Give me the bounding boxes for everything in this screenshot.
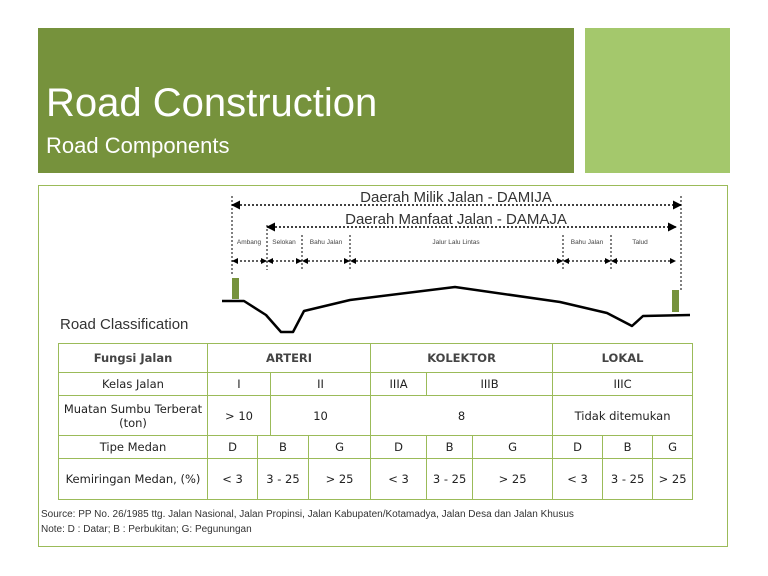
table-cell: B [427,436,473,459]
table-cell: D [371,436,427,459]
table-cell: D [208,436,258,459]
table-row [59,436,693,459]
table-cell: IIIC [553,373,693,396]
table-cell: 3 - 25 [603,459,653,500]
table-cell: Tipe Medan [59,436,208,459]
table-cell: > 10 [208,396,271,436]
source-note: Source: PP No. 26/1985 ttg. Jalan Nasional, Jalan Propinsi, Jalan Kabupaten/Kotamadya, Jalan Desa dan Jalan Khusus [41,509,574,520]
table-cell: > 25 [653,459,693,500]
table-row [59,344,693,373]
table-cell: 8 [371,396,553,436]
table-cell: B [603,436,653,459]
table-cell: IIIB [427,373,553,396]
table-cell: G [473,436,553,459]
table-cell: < 3 [371,459,427,500]
table-cell: ARTERI [208,344,371,373]
footnote [41,507,574,537]
table-cell: G [309,436,371,459]
segment-label-talud: Talud [632,239,648,246]
table-cell: KOLEKTOR [371,344,553,373]
table-cell: IIIA [371,373,427,396]
road-classification-table [58,343,693,500]
left-boundary-marker [232,278,239,299]
segment-label-bahu-jalan-left: Bahu Jalan [309,239,343,246]
table-cell: LOKAL [553,344,693,373]
slide-title: Road Construction [46,81,378,125]
right-boundary-marker [672,290,679,312]
table-cell: I [208,373,271,396]
segment-label-bahu-jalan-right: Bahu Jalan [570,239,604,246]
table-cell: G [653,436,693,459]
table-cell: > 25 [473,459,553,500]
segment-label-ambang: Ambang [236,239,262,246]
table-cell: Muatan Sumbu Terberat (ton) [59,396,208,436]
table-row [59,459,693,500]
table-cell: B [258,436,309,459]
table-cell: > 25 [309,459,371,500]
table-cell: 10 [271,396,371,436]
table-cell: Fungsi Jalan [59,344,208,373]
table-cell: II [271,373,371,396]
table-cell: Kemiringan Medan, (%) [59,459,208,500]
section-title: Road Classification [60,316,189,333]
table-cell: < 3 [208,459,258,500]
table-cell: 3 - 25 [258,459,309,500]
slide-subtitle: Road Components [46,133,230,158]
table-cell: Tidak ditemukan [553,396,693,436]
segment-label-selokan: Selokan [272,239,296,246]
table-row [59,396,693,436]
damaja-label: Daerah Manfaat Jalan - DAMAJA [345,211,567,228]
road-profile-line [222,287,690,332]
table-row [59,373,693,396]
table-cell: < 3 [553,459,603,500]
segment-label-jalur-lalu-lintas: Jalur Lalu Lintas [432,239,480,246]
table-cell: 3 - 25 [427,459,473,500]
damija-label: Daerah Milik Jalan - DAMIJA [360,189,552,206]
legend-note: Note: D : Datar; B : Perbukitan; G: Pegunungan [41,524,252,535]
table-cell: Kelas Jalan [59,373,208,396]
table-cell: D [553,436,603,459]
